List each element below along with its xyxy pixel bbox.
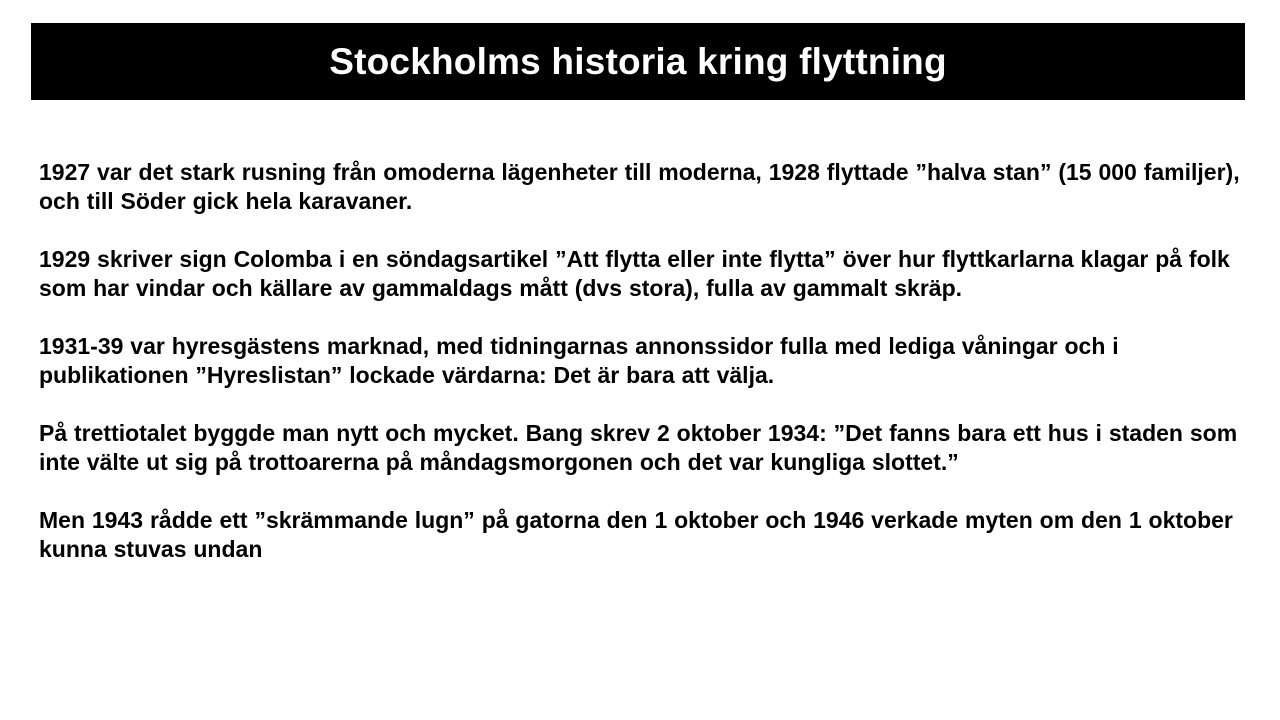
paragraph-1927: 1927 var det stark rusning från omoderna lägenheter till moderna, 1928 flyttade ”halva stan” (15 000 familjer), och till Söder gick hela karavaner. [39,159,1240,214]
slide-body [39,158,1244,564]
paragraph-trettiotalet: På trettiotalet byggde man nytt och mycket. Bang skrev 2 oktober 1934: ”Det fanns bara ett hus i staden som inte välte ut sig på trottoarerna på måndagsmorgonen och det var kungliga slottet.” [39,420,1238,475]
paragraph-1929: 1929 skriver sign Colomba i en söndagsartikel ”Att flytta eller inte flytta” över hur flyttkarlarna klagar på folk som har vindar och källare av gammaldags mått (dvs stora), fulla av gammalt skräp. [39,246,1230,301]
slide-title: Stockholms historia kring flyttning [329,41,947,82]
paragraph-1943: Men 1943 rådde ett ”skrämmande lugn” på gatorna den 1 oktober och 1946 verkade myten om den 1 oktober kunna stuvas undan [39,507,1233,562]
title-bar [31,23,1245,100]
paragraph-1931-39: 1931-39 var hyresgästens marknad, med tidningarnas annonssidor fulla med lediga våningar och i publikationen ”Hyreslistan” lockade värdarna: Det är bara att välja. [39,333,1119,388]
